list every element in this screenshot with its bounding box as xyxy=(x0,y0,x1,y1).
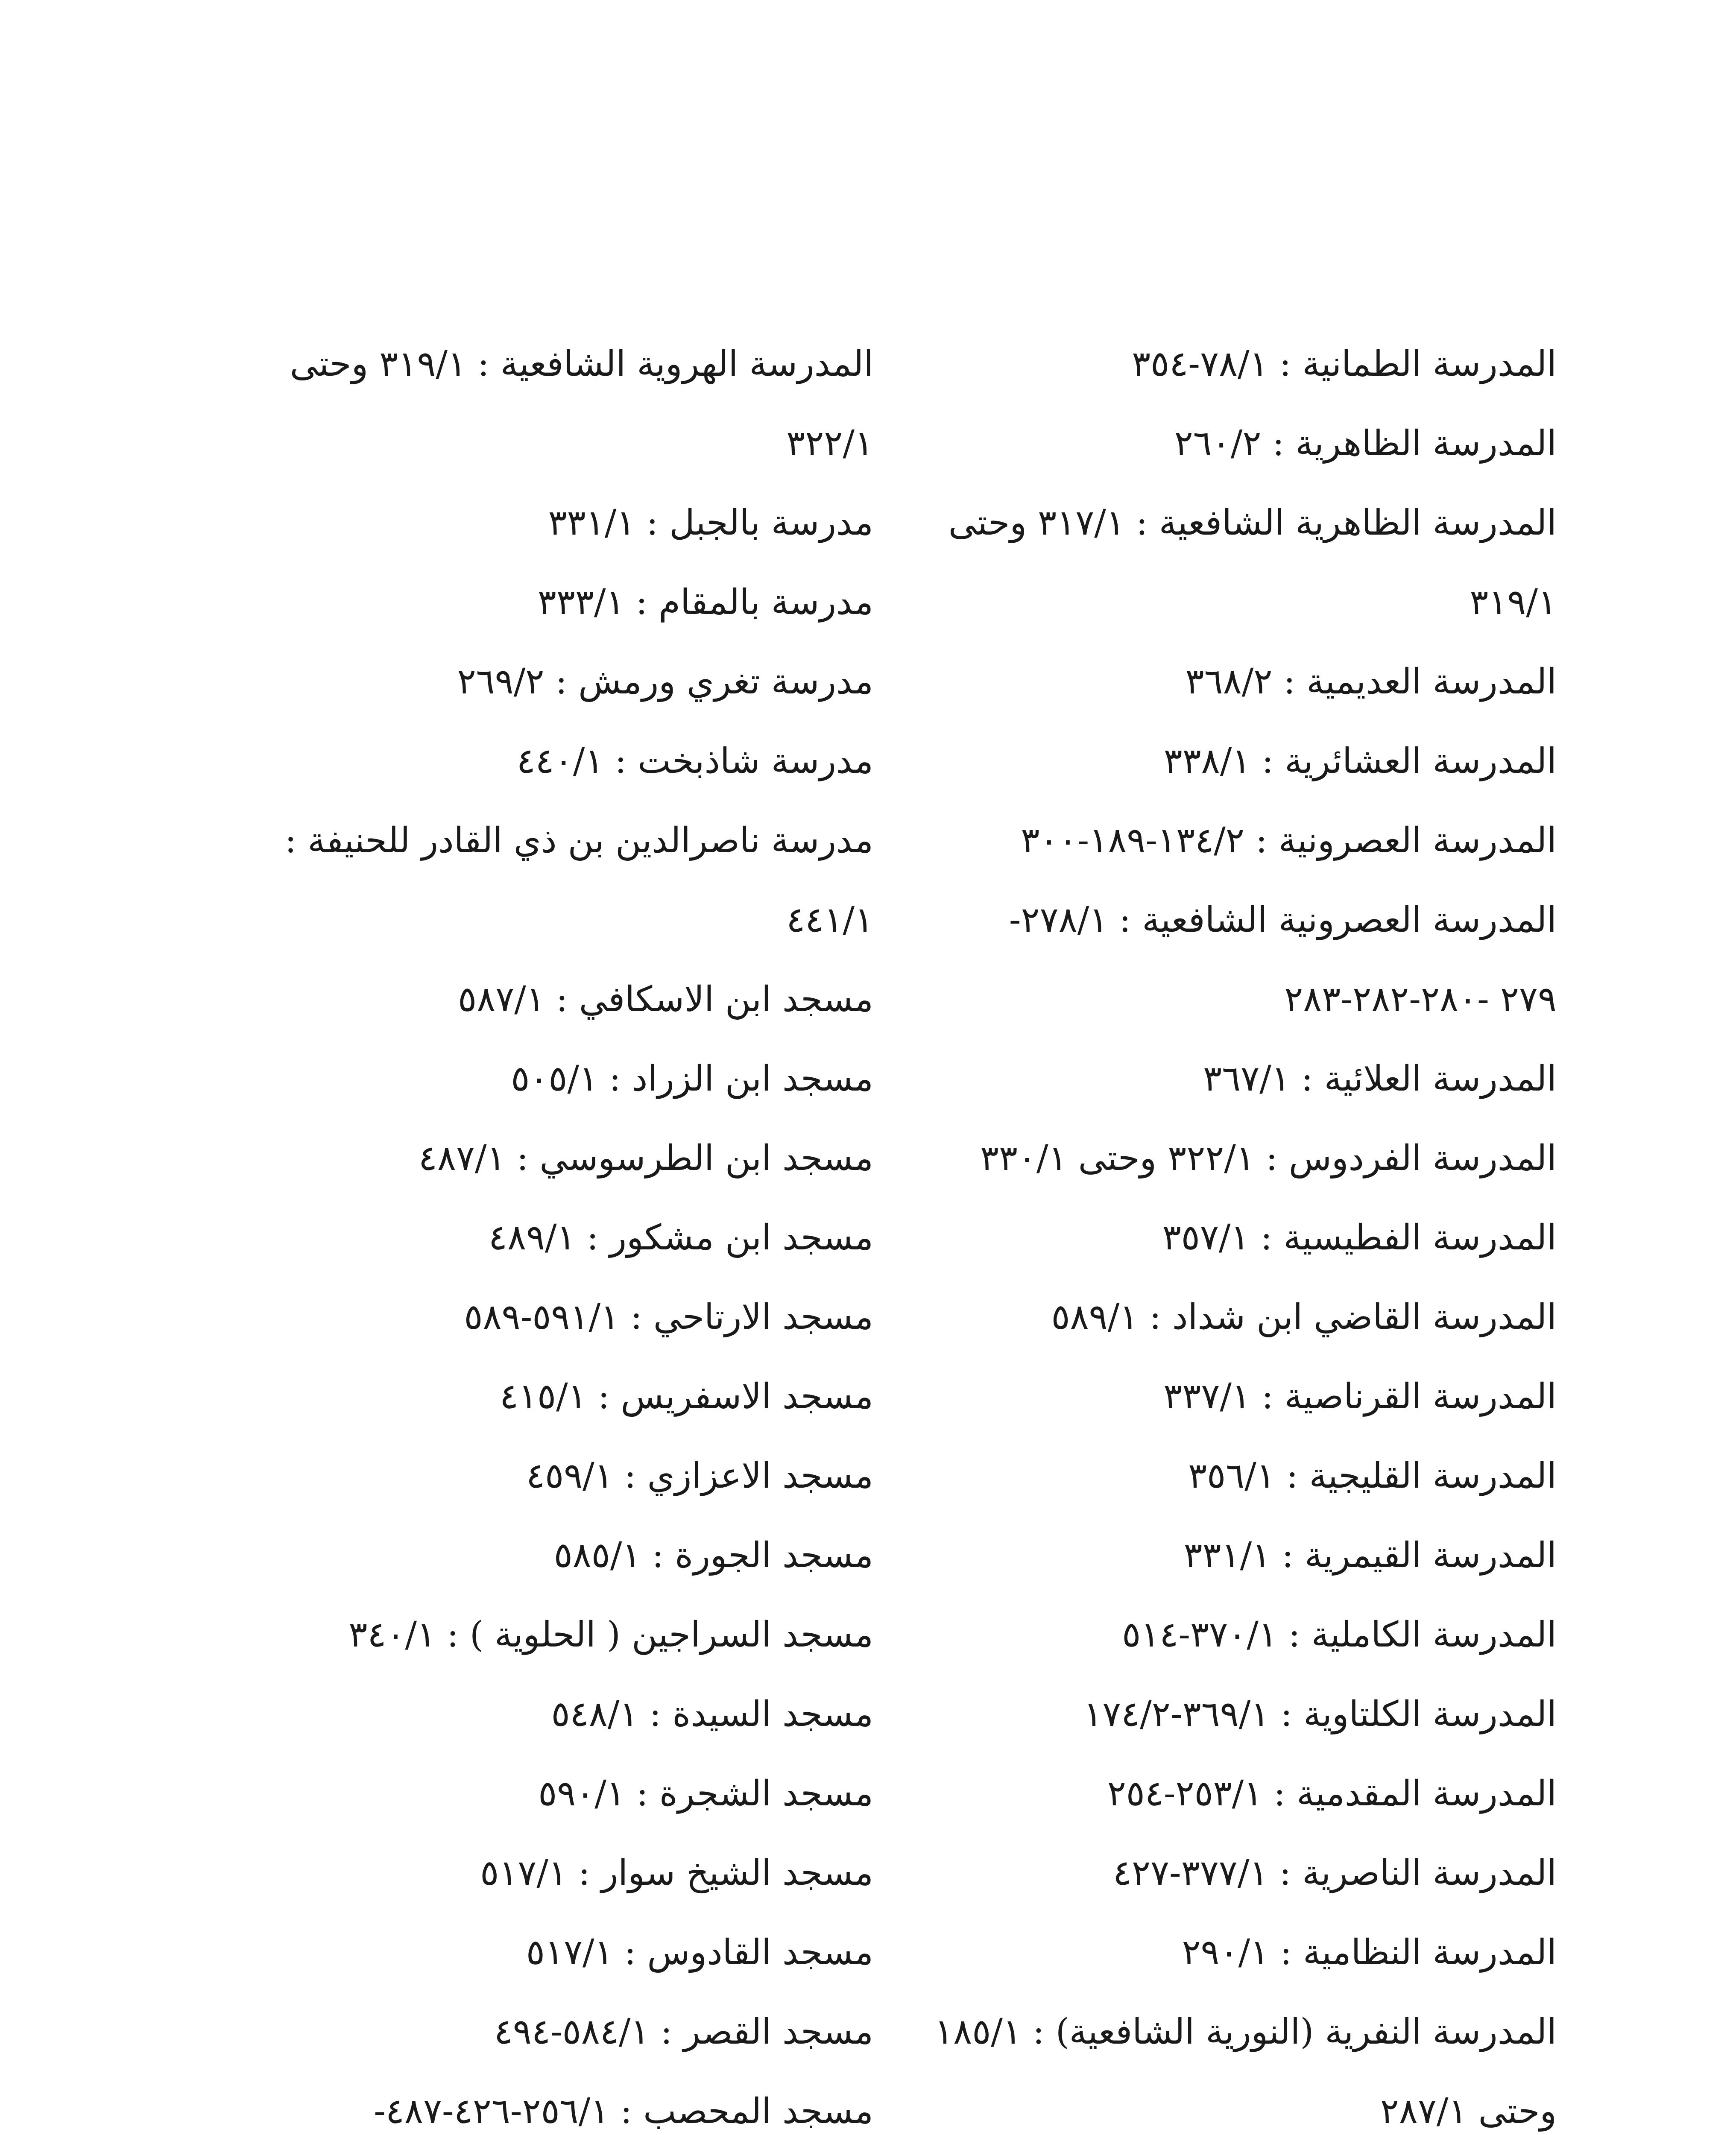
index-entry-text: المدرسة الكلتاوية : ٣٦٩/١-١٧٤/٢ xyxy=(1083,1694,1557,1734)
index-entry-text: مسجد القادوس : ٥١٧/١ xyxy=(526,1932,873,1973)
index-entry-text: مسجد السراجين ( الحلوية ) : ٣٤٠/١ xyxy=(348,1614,873,1655)
index-entry-text: مدرسة شاذبخت : ٤٤٠/١ xyxy=(516,741,873,781)
index-entry xyxy=(263,483,873,563)
index-entry-text: المدرسة العصرونية : ١٣٤/٢-١٨٩-٣٠٠ xyxy=(1021,820,1557,861)
index-entry-text: مسجد الاعزازي : ٤٥٩/١ xyxy=(526,1456,873,1496)
index-entry xyxy=(263,1834,873,1913)
index-entry-text: المدرسة القاضي ابن شداد : ٥٨٩/١ xyxy=(1051,1297,1557,1337)
index-entry xyxy=(263,1039,873,1119)
index-entry xyxy=(873,325,1557,404)
index-entry xyxy=(873,1198,1557,1278)
index-entry-text: المدرسة النفرية (النورية الشافعية) : ١٨٥/١ xyxy=(934,2012,1557,2052)
index-entry-text: المدرسة العشائرية : ٣٣٨/١ xyxy=(1163,741,1557,781)
index-entry xyxy=(263,1278,873,1357)
index-entry-text: المدرسة النظامية : ٢٩٠/١ xyxy=(1182,1932,1557,1973)
index-entry xyxy=(263,1119,873,1198)
index-entry xyxy=(263,1198,873,1278)
index-entry-text: المدرسة الفطيسية : ٣٥٧/١ xyxy=(1162,1217,1557,1258)
index-entry xyxy=(263,960,873,1039)
index-entry xyxy=(263,1516,873,1595)
index-entry-text: المدرسة الظاهرية : ٢٦٠/٢ xyxy=(1174,423,1557,464)
index-entry-text: مدرسة بالمقام : ٣٣٣/١ xyxy=(537,582,873,623)
index-entry xyxy=(873,1992,1557,2135)
index-entry xyxy=(873,801,1557,880)
index-entry-text: المدرسة الطمانية : ٧٨/١-٣٥٤ xyxy=(1132,344,1557,384)
index-entry xyxy=(873,1278,1557,1357)
index-entry-text: المدرسة العصرونية الشافعية : ٢٧٨/١- xyxy=(1009,900,1557,940)
index-entry-text: المدرسة العلائية : ٣٦٧/١ xyxy=(1203,1059,1557,1099)
index-entry xyxy=(873,1913,1557,1992)
index-entry-text: المدرسة الظاهرية الشافعية : ٣١٧/١ وحتى xyxy=(948,503,1557,543)
index-entry-text: مسجد الارتاحي : ٥٩١/١-٥٨٩ xyxy=(464,1297,873,1337)
index-entry xyxy=(263,642,873,722)
index-entry-text: مدرسة بالجبل : ٣٣١/١ xyxy=(548,503,873,543)
index-entry xyxy=(873,1357,1557,1436)
index-entry-text: مسجد السيدة : ٥٤٨/١ xyxy=(551,1694,873,1734)
index-entry-text: مدرسة ناصرالدين بن ذي القادر للحنيفة : xyxy=(284,820,873,861)
index-entry-text: مسجد ابن الاسكافي : ٥٨٧/١ xyxy=(458,979,873,1020)
index-entry xyxy=(873,1675,1557,1754)
index-entry xyxy=(873,1754,1557,1834)
index-entry xyxy=(873,880,1557,1039)
index-entry-text: المدرسة القرناصية : ٣٣٧/١ xyxy=(1163,1376,1557,1417)
index-entry xyxy=(873,404,1557,483)
index-entry-text: مسجد المحصب : ٢٥٦/١-٤٢٦-٤٨٧- xyxy=(374,2091,873,2132)
index-entry-text: مسجد ابن مشكور : ٤٨٩/١ xyxy=(488,1217,873,1258)
index-entry-text: المدرسة القليجية : ٣٥٦/١ xyxy=(1188,1456,1557,1496)
index-entry xyxy=(263,325,873,483)
index-entry-text: المدرسة القيمرية : ٣٣١/١ xyxy=(1183,1535,1557,1576)
index-entry xyxy=(263,1992,873,2072)
index-entry xyxy=(263,1675,873,1754)
index-entry-text: مسجد الاسفريس : ٤١٥/١ xyxy=(499,1376,873,1417)
index-entry-text: المدرسة الهروية الشافعية : ٣١٩/١ وحتى xyxy=(290,344,873,384)
index-entry xyxy=(873,1039,1557,1119)
index-entry xyxy=(873,483,1557,642)
index-entry xyxy=(873,722,1557,801)
index-entry xyxy=(263,722,873,801)
index-entry-continuation: ٣٢٢/١ xyxy=(786,423,873,464)
index-entry xyxy=(263,1913,873,1992)
index-entry-continuation: وحتى ٢٨٧/١ xyxy=(1380,2091,1557,2132)
index-entry xyxy=(873,1595,1557,1675)
index-entry xyxy=(263,1595,873,1675)
index-entry xyxy=(263,801,873,960)
index-entry-continuation: ٣١٩/١ xyxy=(1470,582,1557,623)
index-entry xyxy=(263,1357,873,1436)
index-entry xyxy=(873,1119,1557,1198)
index-entry-text: مسجد ابن الزراد : ٥٠٥/١ xyxy=(511,1059,873,1099)
index-entry-continuation: ٤٤١/١ xyxy=(786,900,873,940)
index-entry-text: المدرسة المقدمية : ٢٥٣/١-٢٥٤ xyxy=(1107,1773,1557,1814)
index-entry-continuation: ٢٧٩ -٢٨٠-٢٨٢-٢٨٣ xyxy=(1284,979,1557,1020)
index-entry-text: مدرسة تغري ورمش : ٢٦٩/٢ xyxy=(457,661,873,702)
index-entry-text: المدرسة العديمية : ٣٦٨/٢ xyxy=(1185,661,1557,702)
index-entry-text: المدرسة الفردوس : ٣٢٢/١ وحتى ٣٣٠/١ xyxy=(980,1138,1557,1179)
index-entry xyxy=(873,642,1557,722)
index-entry xyxy=(263,1436,873,1516)
index-entry-text: مسجد القصر : ٥٨٤/١-٤٩٤ xyxy=(494,2012,873,2052)
index-entry xyxy=(263,563,873,642)
index-entry-text: مسجد الجورة : ٥٨٥/١ xyxy=(553,1535,873,1576)
index-entry xyxy=(873,1436,1557,1516)
index-entry-text: مسجد ابن الطرسوسي : ٤٨٧/١ xyxy=(418,1138,873,1179)
index-entry-text: المدرسة الناصرية : ٣٧٧/١-٤٢٧ xyxy=(1112,1853,1557,1893)
index-entry xyxy=(873,1516,1557,1595)
index-entry xyxy=(873,1834,1557,1913)
index-entry xyxy=(263,2072,873,2135)
index-entry-text: مسجد الشجرة : ٥٩٠/١ xyxy=(538,1773,873,1814)
index-entry-text: مسجد الشيخ سوار : ٥١٧/١ xyxy=(480,1853,873,1893)
index-column-left xyxy=(263,325,873,2135)
index-column-right xyxy=(873,325,1557,2135)
index-entry-text: المدرسة الكاملية : ٣٧٠/١-٥١٤ xyxy=(1122,1614,1557,1655)
index-entry xyxy=(263,1754,873,1834)
